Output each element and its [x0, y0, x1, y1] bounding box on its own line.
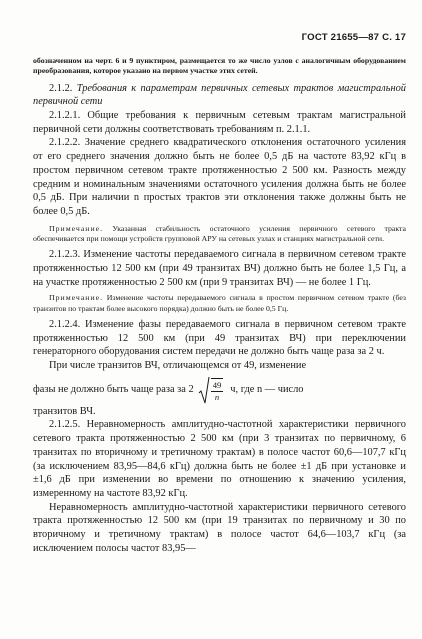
section-heading-2-1-2 — [33, 82, 406, 109]
paragraph-2-1-2-1: 2.1.2.1. Общие требования к первичным сетевым трактам магистральной первичной сети должны соответствовать требованиям п. 2.1.1. — [33, 110, 406, 135]
fraction-numerator: 49 — [212, 379, 222, 390]
document-body — [33, 56, 406, 555]
note-2-label: Примечание. — [49, 293, 104, 303]
paragraph-2-1-2-5: 2.1.2.5. Неравномерность амплитудно-частотной характеристики первичного сетевого тракта протяженностью 2 500 км (при 3 транзитах по первичному, 6 транзитах по вторичному и третичному трактам) в полосе частот 60,6—107,7 кГц (за исключением 83,95—84,6 кГц) должна быть не более ±1 дБ при установке и ±1,6 дБ при изменении во времени по отношению к значению усиления, измеренному на частоте 83,92 кГц. — [33, 419, 406, 499]
paragraph-2-1-2-2: 2.1.2.2. Значение среднего квадратического отклонения остаточного усиления от его среднего значения должно быть не более 0,5 дБ на частоте 83,92 кГц в простом первичном сетевом тракте протяженностью 2 500 км. Разность между средним и номинальным значениями остаточного усиления должна быть не более 0,5 дБ. При наличии n простых трактов эти отклонения также должны быть не более 0,5 дБ. — [33, 137, 406, 217]
paragraph-2-1-2-4: 2.1.2.4. Изменение фазы передаваемого сигнала в первичном сетевом тракте протяженностью 12 500 км (при 49 транзитах ВЧ) при переключении генераторного оборудования систем передачи не должно быть чаще раза за 2 ч. — [33, 318, 406, 358]
page-header: ГОСТ 21655—87 С. 17 — [301, 32, 406, 43]
radical-sign-icon — [198, 376, 210, 404]
note-1-label: Примечание. — [49, 223, 104, 233]
paragraph-transit-count: При числе транзитов ВЧ, отличающемся от 49, изменение — [49, 360, 307, 372]
section-title: Требования к параметрам первичных сетевых трактов магистральной первичной сети — [33, 82, 406, 108]
fraction-denominator: n — [214, 391, 220, 402]
note-2-text: Изменение частоты передаваемого сигнала в простом первичном сетевом тракте (без транзитов по трактам более высокого порядка) должно быть не более 0,5 Гц. — [33, 293, 406, 313]
formula-line — [33, 375, 406, 405]
note-1-text: Указанная стабильность остаточного усиления первичного сетевого тракта обеспечивается при помощи устройств групповой АРУ на сетевых узлах и станциях магистральной сети. — [33, 223, 407, 243]
square-root-formula — [198, 376, 224, 404]
paragraph-transit-end: транзитов ВЧ. — [33, 405, 96, 417]
note-2 — [33, 293, 406, 314]
note-1 — [33, 224, 406, 245]
continuation-text: обозначенном на черт. 6 и 9 пунктиром, размещается то же число узлов с аналогичным оборудованием преобразования, которое указано на первом участке этих сетей. — [33, 56, 406, 76]
paragraph-nonuniformity-12500: Неравномерность амплитудно-частотной характеристики первичного сетевого тракта протяженностью 12 500 км (при 19 транзитах по первичному и 30 по вторичному и третичному трактам) в полосе частот 64,6—103,7 кГц (за исключением полосы частот 83,95— — [33, 501, 406, 554]
paragraph-2-1-2-3: 2.1.2.3. Изменение частоты передаваемого сигнала в первичном сетевом тракте протяженностью 12 500 км (при 49 транзитах ВЧ) должно быть не более 1,5 Гц, а на участке протяженностью 2 500 км (при 9 транзитах ВЧ) — не более 1 Гц. — [33, 249, 406, 288]
fraction — [211, 378, 224, 402]
paragraph-continuation — [33, 56, 406, 77]
formula-lead-text: фазы не должно быть чаще раза за 2 — [33, 383, 194, 395]
section-number: 2.1.2. — [49, 82, 73, 94]
formula-tail-text: ч, где n — число — [230, 383, 304, 395]
